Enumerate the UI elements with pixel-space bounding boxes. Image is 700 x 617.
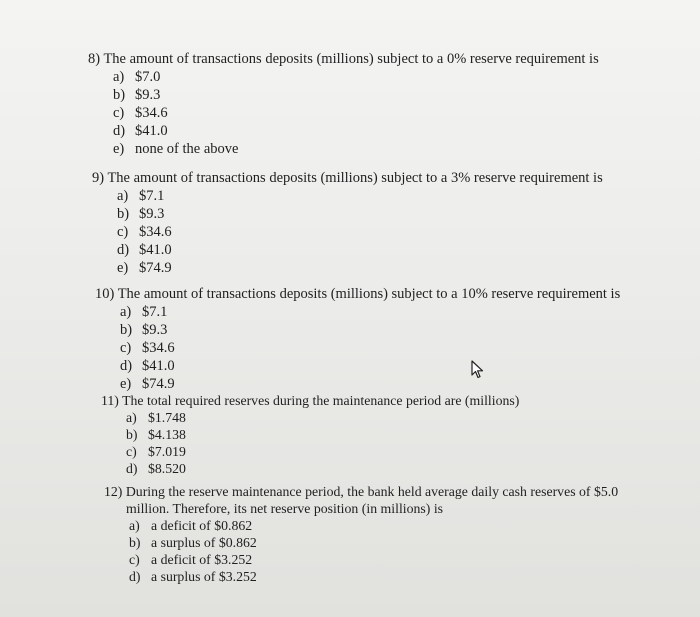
option-letter: c) <box>120 340 132 356</box>
option-text: $7.019 <box>148 444 186 459</box>
option-item <box>120 375 620 393</box>
option-list <box>104 517 644 585</box>
option-text: $34.6 <box>135 105 168 121</box>
option-text: a surplus of $0.862 <box>151 535 257 550</box>
option-letter: a) <box>120 304 132 320</box>
option-item <box>117 187 603 205</box>
option-item <box>117 241 603 259</box>
option-item <box>126 443 519 460</box>
question-10 <box>95 285 620 393</box>
option-item <box>120 357 620 375</box>
option-text: $7.1 <box>139 188 165 204</box>
option-text: $34.6 <box>139 224 172 240</box>
option-item <box>126 426 519 443</box>
option-item <box>113 86 599 104</box>
option-text: $7.0 <box>135 69 161 85</box>
option-letter: d) <box>113 123 126 139</box>
option-text: $74.9 <box>142 376 175 392</box>
option-letter: b) <box>129 535 141 550</box>
option-text: $1.748 <box>148 410 186 425</box>
option-letter: b) <box>120 322 133 338</box>
option-item <box>120 303 620 321</box>
option-text: $41.0 <box>142 358 175 374</box>
option-text: $41.0 <box>135 123 168 139</box>
option-text: $41.0 <box>139 242 172 258</box>
option-letter: e) <box>120 376 132 392</box>
option-text: $9.3 <box>139 206 165 222</box>
option-item <box>113 140 599 158</box>
option-letter: e) <box>117 260 129 276</box>
option-letter: a) <box>126 410 137 425</box>
question-stem-line-2: million. Therefore, its net reserve position (in millions) is <box>126 501 444 516</box>
option-list <box>88 68 599 158</box>
option-text: $34.6 <box>142 340 175 356</box>
option-letter: d) <box>117 242 130 258</box>
option-letter: c) <box>129 552 140 567</box>
option-letter: b) <box>113 87 126 103</box>
option-text: a surplus of $3.252 <box>151 569 257 584</box>
option-letter: c) <box>126 444 137 459</box>
option-text: a deficit of $0.862 <box>151 518 253 533</box>
option-letter: c) <box>117 224 129 240</box>
question-stem <box>104 483 644 517</box>
option-letter: a) <box>117 188 129 204</box>
option-letter: b) <box>126 427 138 442</box>
option-item <box>129 534 644 551</box>
option-item <box>120 321 620 339</box>
option-item <box>129 551 644 568</box>
option-text: $7.1 <box>142 304 168 320</box>
option-letter: c) <box>113 105 125 121</box>
question-8 <box>88 50 599 158</box>
option-letter: d) <box>129 569 141 584</box>
option-letter: a) <box>129 518 140 533</box>
question-11 <box>101 392 519 477</box>
option-list <box>101 409 519 477</box>
option-item <box>117 259 603 277</box>
option-text: $74.9 <box>139 260 172 276</box>
option-item <box>129 568 644 585</box>
option-list <box>95 303 620 393</box>
question-stem: 8) The amount of transactions deposits (millions) subject to a 0% reserve requirement is <box>88 51 599 67</box>
question-stem: 10) The amount of transactions deposits (millions) subject to a 10% reserve requirement is <box>95 286 621 302</box>
option-text: $8.520 <box>148 461 186 476</box>
question-stem-line-1: 12) During the reserve maintenance period, the bank held average daily cash reserves of $5.0 <box>104 484 619 499</box>
option-letter: d) <box>126 461 138 476</box>
option-letter: e) <box>113 141 125 157</box>
mouse-pointer-icon <box>470 360 486 380</box>
option-text: a deficit of $3.252 <box>151 552 253 567</box>
question-12 <box>104 483 644 585</box>
option-item <box>120 339 620 357</box>
option-text: $9.3 <box>135 87 161 103</box>
option-item <box>117 205 603 223</box>
option-text: none of the above <box>135 141 239 157</box>
option-item <box>129 517 644 534</box>
option-list <box>92 187 603 277</box>
option-letter: a) <box>113 69 125 85</box>
option-item <box>113 104 599 122</box>
option-item <box>117 223 603 241</box>
option-text: $4.138 <box>148 427 186 442</box>
option-item <box>126 460 519 477</box>
option-letter: b) <box>117 206 130 222</box>
option-item <box>113 122 599 140</box>
question-stem: 9) The amount of transactions deposits (millions) subject to a 3% reserve requirement is <box>92 170 603 186</box>
option-letter: d) <box>120 358 133 374</box>
option-item <box>113 68 599 86</box>
option-item <box>126 409 519 426</box>
question-stem: 11) The total required reserves during the maintenance period are (millions) <box>101 393 520 408</box>
question-9 <box>92 169 603 277</box>
option-text: $9.3 <box>142 322 168 338</box>
